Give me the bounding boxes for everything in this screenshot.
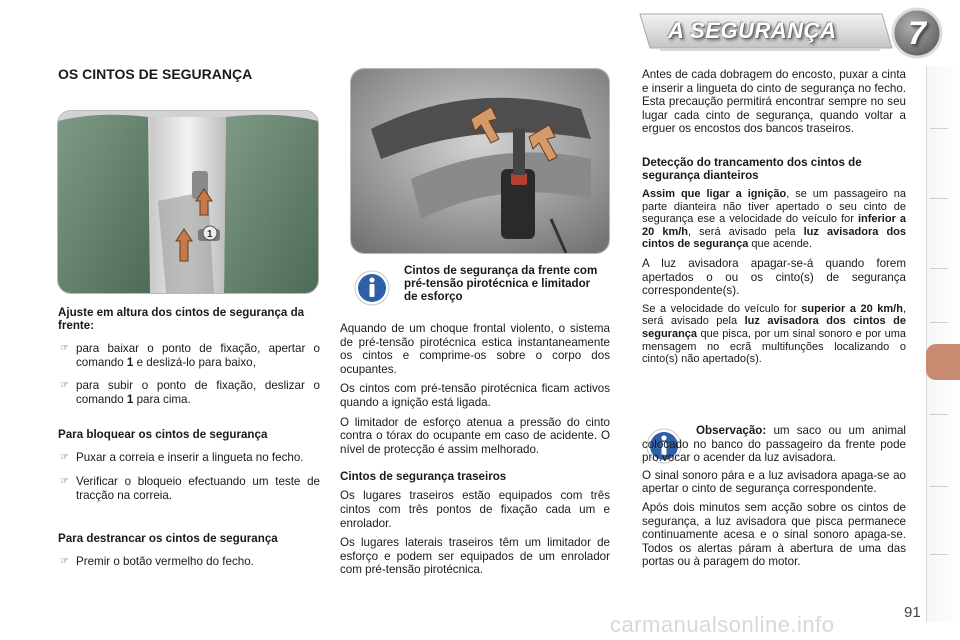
- observation-paragraph-3: Após dois minutos sem acção sobre os cintos de segurança, a luz avisadora que pisca permanece continuamente acesa e o sinal sonoro apaga-se. Todos os alertas páram à abertura de uma das portas ou à paragem do motor.: [642, 500, 906, 569]
- info-icon: [354, 270, 390, 306]
- detection-paragraph-2: A luz avisadora apagar-se-á quando forem apertados o ou os cinto(s) de segurança correspondente(s).: [642, 256, 906, 298]
- adjust-bullet-2: ☞ para subir o ponto de fixação, deslizar o comando 1 para cima.: [60, 379, 320, 406]
- detection-paragraph-1: Assim que ligar a ignição, se um passageiro na parte dianteira não tiver apertado o seu cinto de segurança ese a velocidade do veículo for inferior a 20 km/h, será avisado pela luz avisadora dos cintos de segurança que acende.: [642, 187, 907, 251]
- observation-paragraph: Observação: um saco ou um animal colocado no banco do passageiro da frente pode pro.vocar o acender da luz avisadora.: [642, 424, 906, 465]
- rear-belts-heading: Cintos de segurança traseiros: [340, 470, 507, 484]
- unlock-heading: Para destrancar os cintos de segurança: [58, 532, 278, 546]
- section-title: A SEGURANÇA: [668, 18, 837, 43]
- finger-pointer-bullet-icon: ☞: [60, 452, 69, 464]
- detection-paragraph-3: Se a velocidade do veículo for superior a 20 km/h, será avisado pela luz avisadora dos cintos de segurança que pisca, por um sinal sonoro e por uma mensagem no ecrã multifunções localizando o cinto(s) não apertado(s).: [642, 302, 906, 366]
- chapter-number: 7: [908, 15, 926, 51]
- pretension-paragraph-1: Aquando de um choque frontal violento, o sistema de pré-tensão pirotécnica estica instantaneamente os cintos e comprime-os sobre o corpo dos ocupantes.: [340, 322, 610, 376]
- rear-belts-paragraph-2: Os lugares laterais traseiros têm um limitador de esforço e podem ser equipados de um enrolador com pré-tensão pirotécnica.: [340, 536, 610, 577]
- detection-heading: Detecção do trancamento dos cintos de segurança dianteiros: [642, 155, 862, 182]
- finger-pointer-bullet-icon: ☞: [60, 556, 69, 568]
- lock-heading: Para bloquear os cintos de segurança: [58, 428, 268, 442]
- pretension-seatbelt-photo: [350, 68, 610, 254]
- lock-bullet-2: ☞ Verificar o bloqueio efectuando um teste de tracção na correia.: [60, 474, 320, 502]
- watermark: carmanualsonline.info: [610, 612, 835, 637]
- lock-bullet-1: ☞ Puxar a correia e inserir a lingueta no fecho.: [60, 451, 304, 465]
- observation-paragraph-2: O sinal sonoro pára e a luz avisadora apaga-se ao apertar o cinto de segurança correspondente.: [642, 468, 906, 496]
- chapter-tab-active[interactable]: [926, 344, 960, 380]
- finger-pointer-bullet-icon: ☞: [60, 380, 69, 392]
- pretension-heading: Cintos de segurança da frente com pré-tensão pirotécnica e limitador de esforço: [404, 264, 598, 303]
- adjust-heading: Ajuste em altura dos cintos de segurança da frente:: [58, 306, 305, 332]
- seatbelt-height-adjust-photo: [57, 110, 319, 294]
- page-number: 91: [904, 604, 921, 621]
- finger-pointer-bullet-icon: ☞: [60, 475, 69, 487]
- adjust-bullet-1: ☞ para baixar o ponto de fixação, apertar o comando 1 e deslizá-lo para baixo,: [60, 342, 320, 369]
- pretension-paragraph-3: O limitador de esforço atenua a pressão do cinto contra o tórax do ocupante em caso de acidente. O nível de protecção é assim melhorado.: [340, 415, 610, 456]
- finger-pointer-bullet-icon: ☞: [60, 343, 69, 354]
- page-title: OS CINTOS DE SEGURANÇA: [58, 66, 253, 82]
- folding-paragraph: Antes de cada dobragem do encosto, puxar a cinta e inserir a lingueta do cinto de segurança no fecho. Esta precaução permitirá encontrar sempre no seu lugar cada cinto de segurança, quando voltar a erguer os encostos dos bancos traseiros.: [642, 68, 906, 136]
- pretension-paragraph-2: Os cintos com pré-tensão pirotécnica ficam activos quando a ignição está ligada.: [340, 382, 610, 409]
- rear-belts-paragraph-1: Os lugares traseiros estão equipados com três cintos com três pontos de fixação cada um e enrolador.: [340, 489, 610, 530]
- photo-callout-1: 1: [207, 229, 213, 240]
- unlock-bullet-1: ☞ Premir o botão vermelho do fecho.: [60, 555, 254, 569]
